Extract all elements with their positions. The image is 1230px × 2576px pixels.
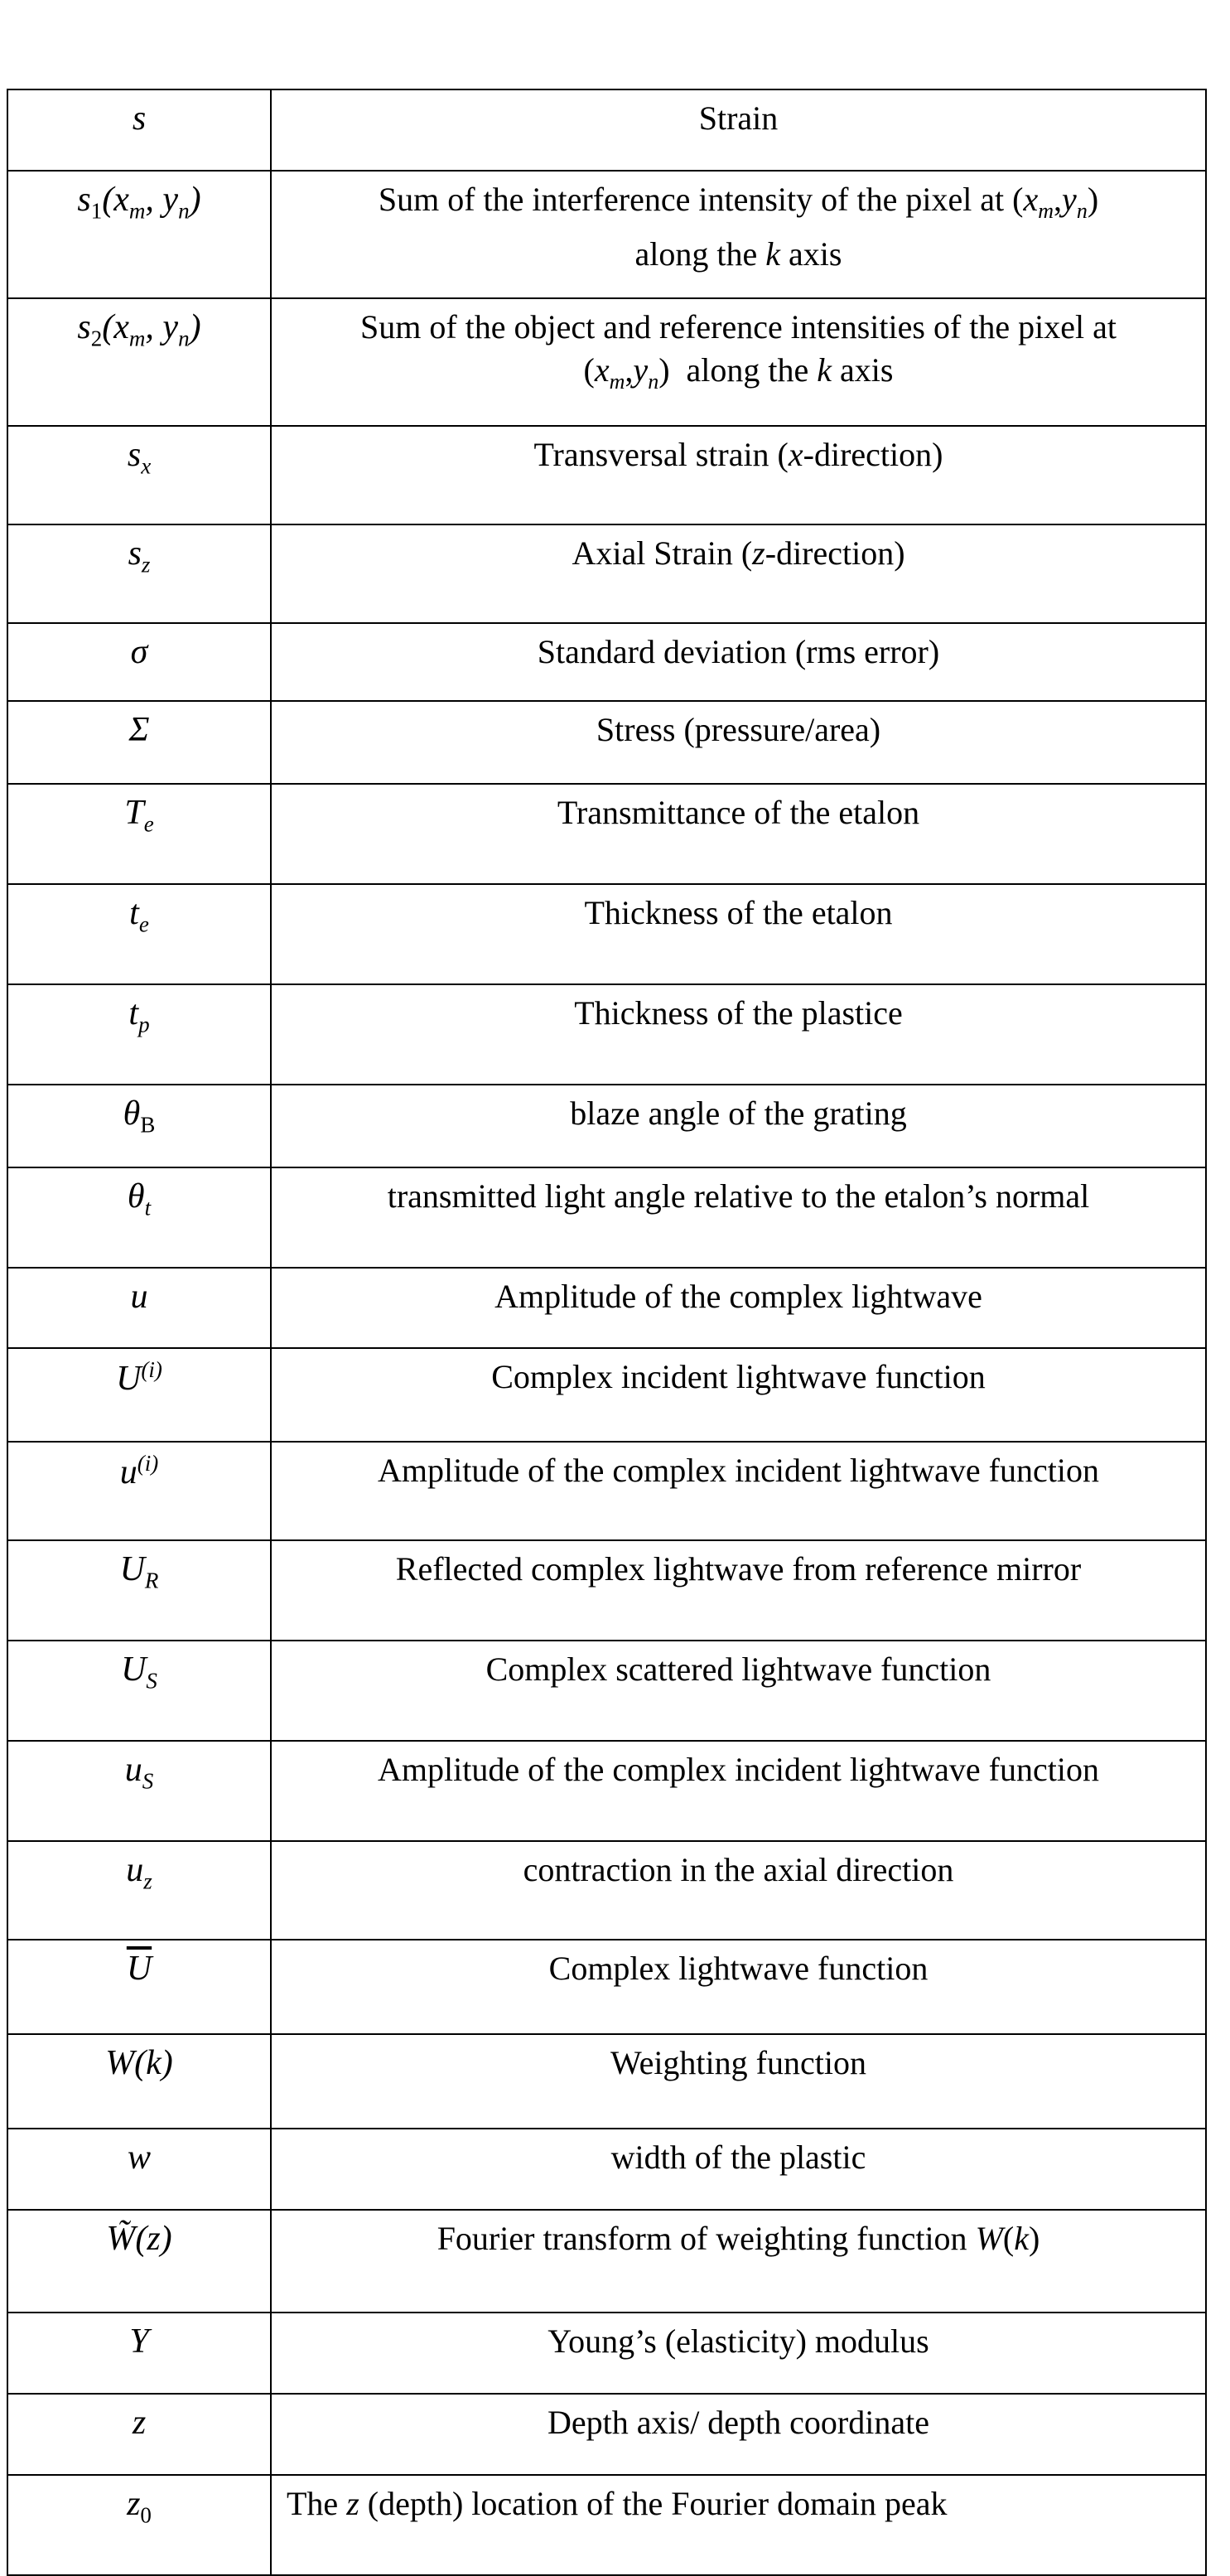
description-cell (271, 2210, 1206, 2313)
symbol-cell (7, 1641, 271, 1741)
symbol-text: W̃(z) (106, 2220, 172, 2258)
symbol-text: u (130, 1278, 148, 1316)
table-row (7, 298, 1206, 426)
symbol-text: Σ (128, 711, 150, 749)
description-text: Sum of the interference intensity of the pixel at $(x_m,y_n)$ along the k axis (378, 181, 1099, 273)
description-text: Thickness of the plastice (574, 994, 903, 1032)
symbol-cell (7, 984, 271, 1085)
table-row (7, 426, 1206, 524)
symbol-text: W(k) (105, 2044, 173, 2082)
table-row (7, 2034, 1206, 2129)
symbol-cell (7, 298, 271, 426)
symbol-cell (7, 1442, 271, 1540)
description-cell (271, 1167, 1206, 1268)
description-text: Sum of the object and reference intensities of the pixel at $(x_m,y_n)$ along the k axis (359, 308, 1117, 394)
description-text: Axial Strain (z-direction) (572, 534, 905, 572)
symbol-text: $s_z$ (128, 534, 151, 578)
description-text: width of the plastic (610, 2139, 866, 2176)
description-cell (271, 2034, 1206, 2129)
description-cell (271, 2475, 1206, 2575)
description-text: Amplitude of the complex incident lightwave function (378, 1751, 1099, 1788)
description-text: Strain (698, 99, 779, 137)
table-row (7, 984, 1206, 1085)
symbol-cell (7, 623, 271, 701)
symbol-cell (7, 1741, 271, 1841)
table-row (7, 1641, 1206, 1741)
symbols-table (7, 89, 1207, 2576)
description-cell (271, 884, 1206, 984)
symbol-cell (7, 2129, 271, 2210)
symbol-cell (7, 1540, 271, 1641)
table-row (7, 623, 1206, 701)
table-row (7, 2313, 1206, 2394)
description-text: Transmittance of the etalon (557, 794, 920, 831)
description-text: Reflected complex lightwave from reference mirror (395, 1550, 1082, 1588)
description-text: Complex scattered lightwave function (485, 1650, 991, 1688)
symbol-text: $s_x$ (127, 436, 152, 479)
table-row (7, 524, 1206, 623)
description-cell (271, 524, 1206, 623)
table-row (7, 2394, 1206, 2475)
symbol-cell (7, 524, 271, 623)
table-row (7, 2475, 1206, 2575)
symbol-cell (7, 89, 271, 171)
description-text: Stress (pressure/area) (596, 711, 881, 748)
description-text: contraction in the axial direction (523, 1851, 954, 1888)
table-row (7, 1741, 1206, 1841)
description-text: blaze angle of the grating (570, 1095, 907, 1132)
table-row (7, 1540, 1206, 1641)
symbol-text: $s_2(x_m$, $y_n$) (77, 308, 201, 351)
symbol-text: σ (130, 633, 148, 671)
description-cell (271, 426, 1206, 524)
symbol-text: $t_e$ (129, 894, 149, 937)
symbol-text: $\theta_t$ (127, 1177, 152, 1220)
description-cell (271, 1348, 1206, 1442)
table-row (7, 2210, 1206, 2313)
symbol-text: $z_0$ (127, 2485, 152, 2528)
symbol-cell (7, 1348, 271, 1442)
description-text: Fourier transform of weighting function W(k) (437, 2220, 1040, 2257)
table-row (7, 1348, 1206, 1442)
description-text: Amplitude of the complex lightwave (494, 1278, 982, 1315)
table-row (7, 1085, 1206, 1167)
symbol-cell (7, 426, 271, 524)
symbol-text: $U^{(i)}$ (116, 1357, 162, 1398)
symbol-text: $T_e$ (124, 794, 154, 837)
symbol-cell (7, 1841, 271, 1940)
description-cell (271, 1442, 1206, 1540)
symbol-text: $U_R$ (119, 1550, 159, 1593)
description-cell (271, 2313, 1206, 2394)
table-row (7, 1268, 1206, 1348)
description-cell (271, 784, 1206, 884)
table-row (7, 784, 1206, 884)
description-text: Complex lightwave function (548, 1950, 929, 1987)
description-text: The z (depth) location of the Fourier domain peak (287, 2485, 948, 2522)
description-cell (271, 2394, 1206, 2475)
symbol-text: $u^{(i)}$ (119, 1451, 159, 1491)
table-row (7, 171, 1206, 298)
table-row (7, 1841, 1206, 1940)
symbol-cell (7, 2313, 271, 2394)
table-row (7, 701, 1206, 784)
table-row (7, 1442, 1206, 1540)
symbol-text: $s_1(x_m$, $y_n$) (77, 181, 201, 224)
table-row (7, 2129, 1206, 2210)
description-cell (271, 623, 1206, 701)
description-cell (271, 1540, 1206, 1641)
description-cell (271, 1641, 1206, 1741)
symbol-cell (7, 884, 271, 984)
description-cell (271, 1268, 1206, 1348)
symbol-cell (7, 1085, 271, 1167)
symbol-text: $\overline{U}$ (126, 1950, 152, 1988)
symbol-cell (7, 171, 271, 298)
description-text: Young’s (elasticity) modulus (547, 2322, 929, 2360)
symbol-cell (7, 2394, 271, 2475)
symbol-cell (7, 1940, 271, 2034)
symbol-cell (7, 1268, 271, 1348)
symbol-cell (7, 2475, 271, 2575)
description-text: Thickness of the etalon (584, 894, 893, 931)
table-row (7, 1940, 1206, 2034)
description-cell (271, 298, 1206, 426)
description-cell (271, 1841, 1206, 1940)
symbol-text: $u_S$ (124, 1751, 154, 1794)
symbol-cell (7, 1167, 271, 1268)
symbol-cell (7, 2210, 271, 2313)
table-row (7, 884, 1206, 984)
description-text: Weighting function (610, 2044, 866, 2081)
description-text: transmitted light angle relative to the etalon’s normal (387, 1177, 1090, 1215)
description-cell (271, 1741, 1206, 1841)
symbol-text: $t_p$ (128, 994, 150, 1037)
symbol-cell (7, 784, 271, 884)
description-text: Standard deviation (rms error) (537, 633, 940, 670)
description-cell (271, 1085, 1206, 1167)
symbol-text: Y (129, 2322, 149, 2361)
description-cell (271, 701, 1206, 784)
symbol-text: z (132, 2404, 147, 2442)
description-cell (271, 89, 1206, 171)
description-cell (271, 171, 1206, 298)
description-text: Transversal strain (x-direction) (533, 436, 943, 473)
table-row (7, 1167, 1206, 1268)
table-row (7, 89, 1206, 171)
description-text: Complex incident lightwave function (491, 1358, 986, 1395)
symbol-text: s (132, 99, 147, 138)
symbol-text: $\theta_B$ (123, 1095, 156, 1138)
description-text: Amplitude of the complex incident lightwave function (378, 1452, 1099, 1489)
description-text: Depth axis/ depth coordinate (547, 2404, 929, 2441)
description-cell (271, 2129, 1206, 2210)
symbol-cell (7, 701, 271, 784)
description-cell (271, 1940, 1206, 2034)
symbol-cell (7, 2034, 271, 2129)
symbol-text: $u_z$ (126, 1851, 152, 1894)
symbol-text: $U_S$ (121, 1650, 157, 1694)
symbol-text: w (127, 2139, 151, 2177)
description-cell (271, 984, 1206, 1085)
